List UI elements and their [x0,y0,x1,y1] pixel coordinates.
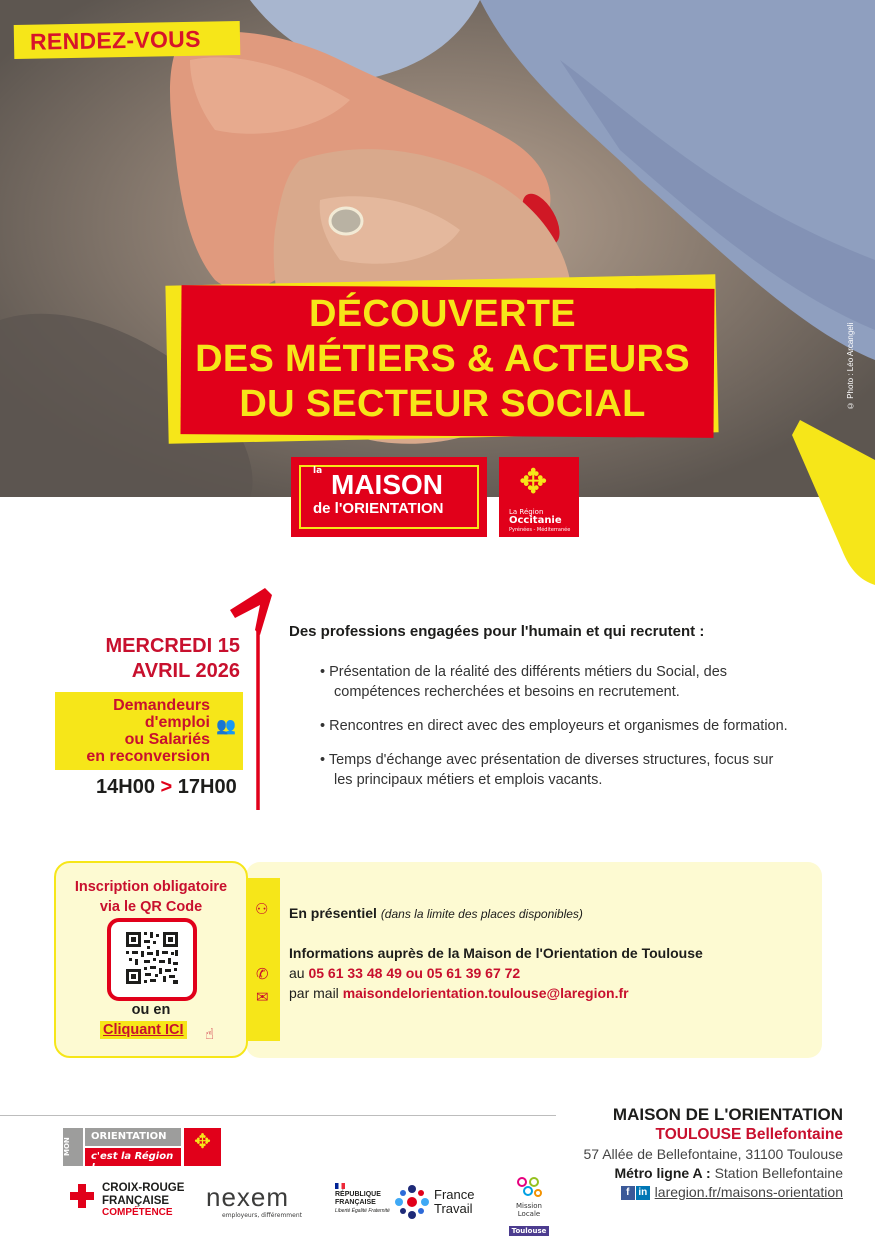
website-link[interactable]: laregion.fr/maisons-orientation [654,1184,843,1200]
qr-code-icon[interactable] [111,922,193,997]
title-line-1: DÉCOUVERTE [309,293,576,335]
phone-or: ou [405,965,423,981]
mission-locale-icon [514,1176,544,1200]
list-item: • Présentation de la réalité des différents métiers du Social, des compétences recherchées et besoins en recrutement. [320,664,728,700]
metro-station: Station Bellefontaine [714,1165,843,1181]
title-line-2: DES MÉTIERS & ACTEURS [195,338,690,380]
orientation-label: ORIENTATION [85,1128,181,1146]
registration-title-line2: via le QR Code [99,899,203,915]
time-start: 14H00 [96,776,155,798]
address-city: TOULOUSE Bellefontaine [655,1126,843,1143]
click-here-link[interactable]: Cliquant ICI [100,1021,187,1039]
metro-label: Métro ligne A : [614,1165,711,1181]
phone-icon: ✆ [256,965,269,983]
mail-icon: ✉ [256,988,269,1006]
france-travail-logo [434,1188,474,1216]
event-title [170,292,715,427]
description-list [320,662,790,804]
republique-francaise-logo [335,1183,390,1214]
event-time [96,776,237,799]
occitan-cross-icon: ✥ [519,462,548,502]
phone-prefix: au [289,965,305,981]
nexem-logo: nexem [206,1182,290,1212]
occitan-cross-small-icon: ✥ [184,1128,221,1166]
french-flag-icon [335,1183,345,1189]
address-street: 57 Allée de Bellefontaine, 31100 Toulouse [583,1146,843,1162]
mail-prefix: par mail [289,985,339,1001]
cest-la-region-label: c'est la Région ! [85,1148,181,1166]
date-line-1: MERCREDI 15 [105,635,240,657]
people-check-icon: ⚇ [255,900,269,918]
registration-or-text: ou en [131,1002,171,1018]
yellow-stroke-decoration [770,400,875,590]
mon-label: MON [63,1128,83,1166]
rendez-vous-tag [14,21,241,59]
red-cross-icon [70,1184,94,1208]
mission-locale-logo [505,1176,553,1237]
logo-maison-sub: de l'ORIENTATION [313,500,444,517]
photo-credit: © Photo : Léo Arcangeli [846,322,855,410]
presence-note: (dans la limite des places disponibles) [380,907,583,921]
phone-number-2[interactable]: 05 61 39 67 72 [426,965,521,981]
france-travail-line1: France [434,1187,475,1202]
cursor-click-icon: ☝ [205,1025,215,1043]
occitanie-line2: Occitanie [509,515,562,526]
audience-line-3: ou Salariés [124,731,210,748]
footer-divider [0,1115,556,1116]
occitanie-line1: La Région [509,508,544,516]
mission-locale-line1: Mission Locale [516,1202,542,1218]
occitanie-line3: Pyrénées - Méditerranée [509,527,571,533]
facebook-icon[interactable]: f [621,1186,635,1200]
contact-title: Informations auprès de la Maison de l'Orientation de Toulouse [289,945,703,961]
audience-text [60,697,210,765]
croix-rouge-line2: FRANÇAISE [102,1194,170,1207]
description-lead: Des professions engagées pour l'humain et qui recrutent : [289,623,705,640]
mon-orientation-logo [63,1128,221,1173]
event-date [60,634,240,684]
france-travail-line2: Travail [434,1201,473,1216]
republique-line1: RÉPUBLIQUE [335,1191,381,1198]
audience-line-4: en reconversion [86,748,210,765]
mission-locale-line2: Toulouse [509,1226,550,1236]
list-item: • Temps d'échange avec présentation de diverses structures, focus sur les principaux métiers et emplois vacants. [320,752,774,788]
email-link[interactable]: maisondelorientation.toulouse@laregion.fr [342,985,629,1001]
address-web [584,1183,843,1202]
presence-info [289,903,583,924]
registration-title-line1: Inscription obligatoire [74,879,228,895]
date-line-2: AVRIL 2026 [131,660,240,682]
time-separator: > [160,776,173,798]
nexem-tagline: employeurs, différemment [222,1212,302,1219]
rendez-vous-label: RENDEZ-VOUS [29,25,201,55]
croix-rouge-line3: COMPÉTENCE [102,1207,173,1218]
linkedin-icon[interactable]: in [636,1186,650,1200]
address-metro [584,1164,843,1183]
address-name: MAISON DE L'ORIENTATION [612,1105,843,1124]
logo-maison-name: MAISON [331,469,443,500]
contact-info [289,943,703,1003]
title-line-3: DU SECTEUR SOCIAL [239,383,646,425]
group-people-icon: 👥 [216,716,236,735]
republique-motto: Liberté Égalité Fraternité [335,1208,390,1214]
croix-rouge-line1: CROIX-ROUGE [102,1182,185,1194]
maison-orientation-logo [291,457,487,537]
time-end: 17H00 [177,776,237,798]
france-travail-icon [392,1182,432,1222]
phone-number-1[interactable]: 05 61 33 48 49 [308,965,402,981]
republique-line2: FRANÇAISE [335,1199,376,1206]
audience-line-1: Demandeurs [113,697,210,714]
region-occitanie-logo [499,457,579,537]
list-item: • Rencontres en direct avec des employeurs et organismes de formation. [320,718,788,734]
logo-la: la [313,466,323,476]
croix-rouge-logo [102,1182,184,1220]
qr-code-frame[interactable] [107,918,197,1001]
audience-line-2: d'emploi [144,714,210,731]
presence-label: En présentiel [289,905,377,921]
registration-title [54,877,248,917]
address-block [584,1104,843,1202]
